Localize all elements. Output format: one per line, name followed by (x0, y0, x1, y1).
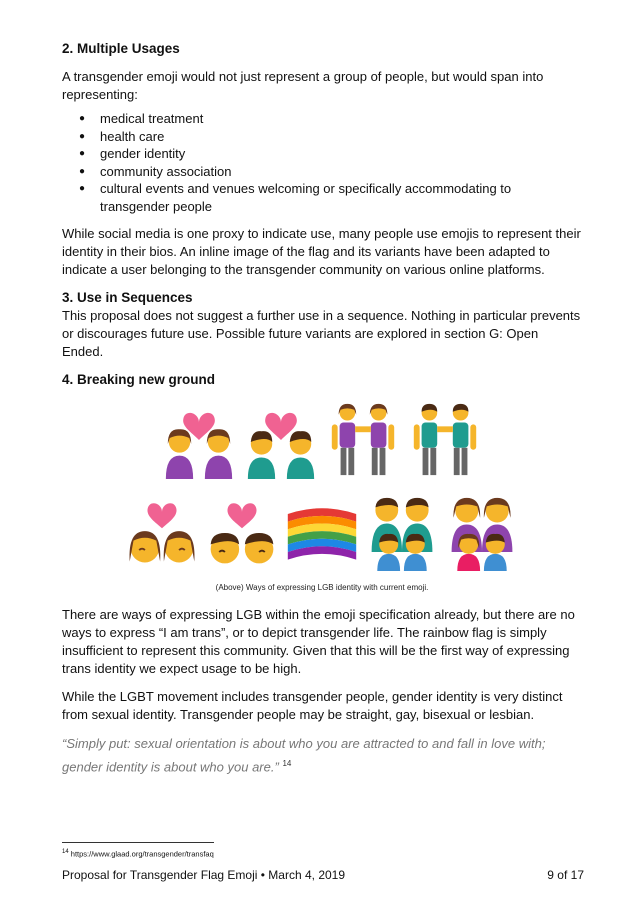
section-heading-breaking-new-ground: 4. Breaking new ground (62, 372, 216, 387)
family-woman-woman-children-icon (444, 495, 520, 571)
family-man-man-children-icon (364, 495, 440, 571)
footnote (62, 849, 214, 859)
section-intro: A transgender emoji would not just represent a group of people, but would span into representing: (62, 69, 544, 102)
rainbow-flag-icon (284, 495, 360, 571)
usage-list (62, 110, 582, 215)
footnote-link[interactable]: https://www.glaad.org/transgender/transfaq (70, 849, 214, 859)
couple-with-heart-man-man-icon (242, 401, 320, 479)
emoji-row-1 (62, 401, 582, 479)
list-item: ● medical treatment (62, 110, 582, 128)
glaad-quote (62, 734, 582, 777)
quote-close-mark: ” (274, 759, 279, 775)
footnote-number: 14 (62, 849, 69, 855)
footnote-divider (62, 842, 214, 843)
kiss-man-man-icon (204, 495, 280, 571)
sequences-paragraph: This proposal does not suggest a further use in a sequence. Nothing in particular prevents or discourages future use. Possible future variants are explored in section G: Open Ended. (62, 308, 581, 359)
footnote-reference[interactable]: 14 (282, 759, 292, 768)
emoji-row-2 (62, 495, 582, 571)
lgbt-movement-paragraph: While the LGBT movement includes transgender people, gender identity is very distinct from sexual identity. Transgender people may be straight, gay, bisexual or lesbian. (62, 689, 563, 722)
page-footer (62, 868, 584, 882)
quote-text: Simply put: sexual orientation is about who you are attracted to and fall in love with; gender identity is about who you are. (62, 736, 546, 775)
social-media-paragraph: While social media is one proxy to indicate use, many people use emojis to represent their identity in their bios. An inline image of the flag and its variants have been adapted to indicate a user belonging to the transgender community on various online platforms. (62, 226, 581, 277)
couple-with-heart-woman-woman-icon (160, 401, 238, 479)
list-item: ● cultural events and venues welcoming or specifically accommodating to transgender people (62, 180, 582, 215)
section-heading-use-in-sequences: 3. Use in Sequences (62, 290, 193, 305)
lgb-paragraph: There are ways of expressing LGB within the emoji specification already, but there are no ways to express “I am trans”, or to depict transgender life. The rainbow flag is simply insufficient to represent this community. Given that this will be the first way of expressing trans identity we expect usage to be high. (62, 607, 575, 676)
figure-caption: (Above) Ways of expressing LGB identity with current emoji. (215, 583, 429, 592)
footer-title: Proposal for Transgender Flag Emoji • March 4, 2019 (62, 868, 346, 882)
list-item: ● health care (62, 128, 582, 146)
page-content (62, 40, 582, 777)
section-heading-multiple-usages: 2. Multiple Usages (62, 41, 180, 56)
list-item: ● community association (62, 163, 582, 181)
quote-open-mark: “ (62, 736, 67, 751)
kiss-woman-woman-icon (124, 495, 200, 571)
page-number: 9 of 17 (547, 868, 584, 882)
two-men-holding-hands-icon (406, 401, 484, 479)
two-women-holding-hands-icon (324, 401, 402, 479)
list-item: ● gender identity (62, 145, 582, 163)
